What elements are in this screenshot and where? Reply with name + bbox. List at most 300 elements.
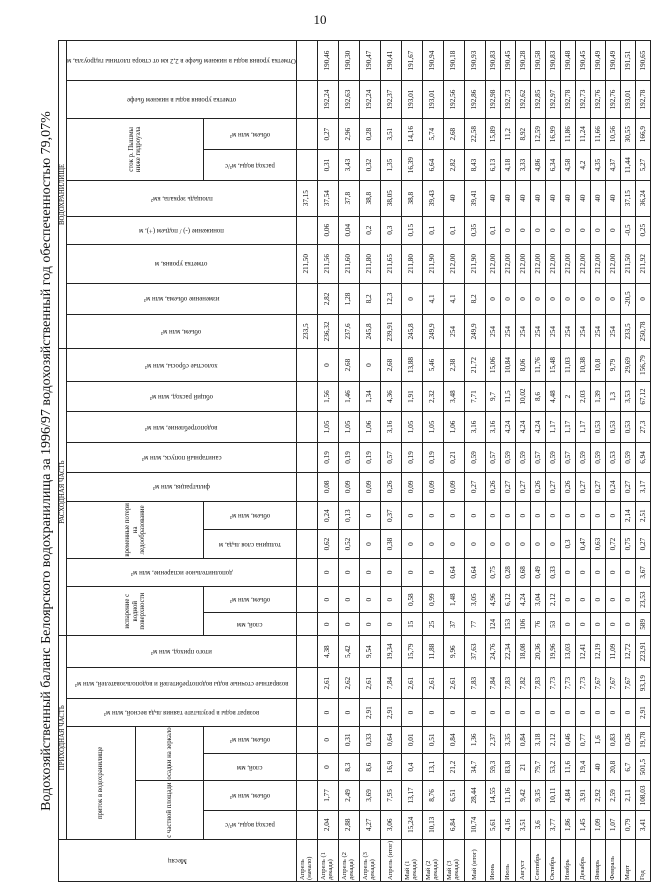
cell-wc: 0,53: [591, 411, 606, 442]
header-tail-level-22: Отметка уровня воды в нижнем бьефе в 2,2 км от створа плотины гидроузла, м: [67, 41, 297, 81]
cell-ex: 3,67: [636, 558, 651, 586]
cell-fi: 0,26: [561, 472, 576, 501]
cell-es: 53: [546, 613, 561, 636]
cell-sa: 0,57: [531, 443, 546, 472]
cell-qv: 8,76: [423, 781, 444, 810]
cell-id: 0: [318, 348, 339, 382]
cell-ex: 0,49: [531, 558, 546, 586]
cell-rt: 2,91: [636, 699, 651, 726]
cell-lc: 0,35: [465, 216, 486, 244]
cell-t2: 190,83: [486, 41, 501, 81]
cell-ar: 39,43: [423, 180, 444, 216]
cell-ev: 3,04: [531, 587, 546, 613]
cell-ex: 0,64: [465, 558, 486, 586]
cell-ic: 0,38: [381, 530, 402, 558]
month-cell: Март: [621, 840, 636, 882]
cell-tw: 192,73: [576, 81, 591, 119]
cell-ov: 2,12: [546, 726, 561, 753]
cell-vo: 254: [561, 315, 576, 349]
cell-rt: 2,91: [381, 699, 402, 726]
cell-rv: 3,51: [381, 118, 402, 149]
cell-id: 10,8: [591, 348, 606, 382]
cell-rs: 2,61: [444, 667, 465, 698]
cell-tc: [297, 382, 318, 411]
header-runoff-discharge: расход воды, м³/с: [204, 150, 297, 180]
cell-sa: 0,19: [318, 443, 339, 472]
header-income-total: итого приход, млн м³: [67, 636, 297, 668]
cell-es: 0: [561, 613, 576, 636]
cell-rv: 30,55: [621, 118, 636, 149]
table-row: [591, 41, 606, 882]
header-water-consumption: водопотребление, млн м³: [67, 411, 297, 442]
cell-rs: 7,84: [486, 667, 501, 698]
cell-ar: 40: [546, 180, 561, 216]
cell-wc: 1,05: [423, 411, 444, 442]
cell-lc: 0,1: [486, 216, 501, 244]
cell-ev: 2,12: [546, 587, 561, 613]
cell-tc: 1,3: [606, 382, 621, 411]
cell-ic: 0,47: [576, 530, 591, 558]
cell-tl: 0: [561, 502, 576, 530]
cell-wc: 3,16: [465, 411, 486, 442]
cell-id: 15,48: [546, 348, 561, 382]
cell-vo: 236,32: [318, 315, 339, 349]
cell-ic: [297, 530, 318, 558]
cell-tw: 192,24: [360, 81, 381, 119]
cell-ov: 0,83: [606, 726, 621, 753]
cell-it: 11,09: [606, 636, 621, 668]
cell-es: 0: [591, 613, 606, 636]
cell-ic: 0: [423, 530, 444, 558]
cell-id: 10,38: [576, 348, 591, 382]
cell-tl: 0: [516, 502, 531, 530]
cell-ex: 0,28: [501, 558, 516, 586]
cell-ar: 40: [486, 180, 501, 216]
cell-tl: 0: [546, 502, 561, 530]
cell-rv: 2,96: [339, 118, 360, 149]
cell-lc: 0,1: [444, 216, 465, 244]
cell-tl: 0: [465, 502, 486, 530]
cell-t2: 190,28: [516, 41, 531, 81]
cell-ex: 0: [591, 558, 606, 586]
cell-vc: 0: [576, 283, 591, 314]
cell-vo: 233,5: [621, 315, 636, 349]
cell-tc: 9,7: [486, 382, 501, 411]
cell-ar: 36,24: [636, 180, 651, 216]
cell-tw: 192,85: [531, 81, 546, 119]
cell-ov: 3,18: [531, 726, 546, 753]
cell-qv: 6,51: [444, 781, 465, 810]
table-row: [444, 41, 465, 882]
cell-rt: 0: [486, 699, 501, 726]
cell-tl: 0: [606, 502, 621, 530]
header-expense-part: РАСХОДНАЯ ЧАСТЬ: [59, 348, 67, 636]
cell-sl: 20,8: [606, 753, 621, 780]
cell-tw: 192,56: [444, 81, 465, 119]
cell-ic: 0: [516, 530, 531, 558]
cell-ev: 0,58: [402, 587, 423, 613]
cell-lv: 212,00: [561, 244, 576, 283]
cell-t2: 190,47: [360, 41, 381, 81]
cell-tw: [297, 81, 318, 119]
cell-sl: 53,2: [546, 753, 561, 780]
cell-it: 37,63: [465, 636, 486, 668]
cell-vc: 1,28: [339, 283, 360, 314]
cell-wc: 1,17: [576, 411, 591, 442]
cell-vo: 254: [531, 315, 546, 349]
header-sanitary: санитарный попуск, млн м³: [67, 443, 297, 472]
cell-fi: 0,27: [591, 472, 606, 501]
cell-q: 3,77: [546, 810, 561, 839]
header-income-part: ПРИХОДНАЯ ЧАСТЬ: [59, 636, 67, 840]
cell-sl: 8,6: [360, 753, 381, 780]
cell-q: 1,07: [606, 810, 621, 839]
cell-rq: 16,39: [402, 150, 423, 180]
header-surface-volume: объем, млн м³: [204, 726, 297, 753]
cell-rq: [297, 150, 318, 180]
cell-ic: 0: [501, 530, 516, 558]
cell-rs: 2,61: [423, 667, 444, 698]
cell-tc: 1,34: [360, 382, 381, 411]
cell-lv: 212,00: [546, 244, 561, 283]
cell-fi: 0,27: [501, 472, 516, 501]
cell-q: 1,09: [591, 810, 606, 839]
cell-ov: 0,33: [360, 726, 381, 753]
header-runoff: сток р. Пышмы ниже гидроузла: [67, 118, 204, 180]
cell-id: 15,06: [486, 348, 501, 382]
cell-ar: 37,8: [339, 180, 360, 216]
rotated-page-area: [36, 40, 647, 882]
header-surface-layer: слой, мм: [204, 753, 297, 780]
cell-fi: 0,26: [531, 472, 546, 501]
cell-sl: 21: [516, 753, 531, 780]
cell-rt: 0: [339, 699, 360, 726]
cell-ex: 0: [360, 558, 381, 586]
table-row: [486, 41, 501, 882]
cell-wc: [297, 411, 318, 442]
cell-sl: 0: [318, 753, 339, 780]
cell-es: 0: [360, 613, 381, 636]
cell-sa: 0,53: [606, 443, 621, 472]
cell-tw: 193,01: [423, 81, 444, 119]
cell-lv: 211,92: [636, 244, 651, 283]
table-rotator: [36, 40, 647, 882]
cell-ic: 0,63: [591, 530, 606, 558]
cell-qv: 9,35: [531, 781, 546, 810]
cell-id: 0: [360, 348, 381, 382]
header-reservoir-part: ВОДОХРАНИЛИЩЕ: [59, 41, 67, 349]
cell-ic: 0,75: [621, 530, 636, 558]
cell-wc: 4,24: [516, 411, 531, 442]
cell-id: 2,38: [444, 348, 465, 382]
cell-qv: 9,42: [516, 781, 531, 810]
cell-rt: [297, 699, 318, 726]
cell-tc: 2,32: [423, 382, 444, 411]
cell-wc: 1,17: [546, 411, 561, 442]
table-row: [360, 41, 381, 882]
document-title: Водохозяйственный баланс Белоярского водохранилища за 1996/97 водохозяйственный год обеспеченностью 79,07%: [39, 111, 54, 811]
cell-ar: 40: [444, 180, 465, 216]
header-return-drainage: возвратные сточные воды водопотребителей и водопользователей, млн м³: [67, 667, 297, 698]
cell-ov: 0,64: [381, 726, 402, 753]
cell-tc: 3,53: [621, 382, 636, 411]
cell-it: 11,88: [423, 636, 444, 668]
cell-vo: 254: [576, 315, 591, 349]
cell-sa: 0,19: [360, 443, 381, 472]
cell-tw: 192,78: [636, 81, 651, 119]
cell-sa: 0,57: [561, 443, 576, 472]
cell-ex: 0: [318, 558, 339, 586]
cell-q: 10,13: [423, 810, 444, 839]
cell-lv: 212,00: [516, 244, 531, 283]
cell-qv: 7,95: [381, 781, 402, 810]
cell-tl: 0: [531, 502, 546, 530]
cell-rs: 7,67: [621, 667, 636, 698]
table-row: [546, 41, 561, 882]
cell-fi: 0,08: [318, 472, 339, 501]
cell-sa: 0,21: [444, 443, 465, 472]
cell-ex: 0: [381, 558, 402, 586]
cell-it: 223,91: [636, 636, 651, 668]
cell-sl: 13,1: [423, 753, 444, 780]
cell-fi: 0,09: [339, 472, 360, 501]
cell-qv: 3,69: [360, 781, 381, 810]
cell-qv: 13,17: [402, 781, 423, 810]
cell-tw: 192,62: [516, 81, 531, 119]
header-mirror-area: площадь зеркала, км²: [67, 180, 297, 216]
table-row: [516, 41, 531, 882]
cell-sa: 0,19: [423, 443, 444, 472]
cell-rt: 0: [516, 699, 531, 726]
cell-lc: 0: [516, 216, 531, 244]
cell-rs: 7,67: [606, 667, 621, 698]
cell-lc: 0: [576, 216, 591, 244]
cell-sa: 6,94: [636, 443, 651, 472]
cell-q: 2,88: [339, 810, 360, 839]
cell-vo: 245,8: [402, 315, 423, 349]
cell-rv: 10,56: [606, 118, 621, 149]
cell-tw: 192,86: [465, 81, 486, 119]
cell-wc: 1,05: [402, 411, 423, 442]
cell-vc: 0: [546, 283, 561, 314]
cell-tl: 0: [591, 502, 606, 530]
header-level-change: понижение (-) / подъем (+), м: [67, 216, 297, 244]
page-number: 10: [313, 12, 327, 27]
cell-rv: 5,74: [423, 118, 444, 149]
cell-rs: 7,73: [576, 667, 591, 698]
cell-rq: 6,64: [423, 150, 444, 180]
header-tail-level: отметка уровня воды в нижнем бьефе: [67, 81, 297, 119]
cell-tw: 193,01: [621, 81, 636, 119]
cell-rs: [297, 667, 318, 698]
cell-ic: 0: [402, 530, 423, 558]
header-return-ice: возврат воды в результате таяния льда весной, млн м³: [67, 699, 297, 726]
header-month: Месяц: [59, 840, 297, 882]
cell-fi: 0,26: [486, 472, 501, 501]
cell-tc: 2: [561, 382, 576, 411]
header-evaporation: испарение с водной поверхности: [67, 587, 204, 636]
month-cell: Год: [636, 840, 651, 882]
header-ice-volume: объем, млн м³: [204, 502, 297, 530]
cell-id: 13,88: [402, 348, 423, 382]
month-cell: Апрель (1 декада): [318, 840, 339, 882]
header-catchment-volume: объем, млн м³: [204, 781, 297, 810]
cell-tl: 0,37: [381, 502, 402, 530]
month-cell: Май (2 декада): [423, 840, 444, 882]
cell-rq: 3,43: [339, 150, 360, 180]
cell-qv: 14,55: [486, 781, 501, 810]
cell-ev: 6,12: [501, 587, 516, 613]
cell-tl: 0: [402, 502, 423, 530]
cell-t2: 190,45: [576, 41, 591, 81]
cell-rv: 15,89: [486, 118, 501, 149]
cell-rq: 2,82: [444, 150, 465, 180]
cell-ov: 0,01: [402, 726, 423, 753]
cell-tc: 10,02: [516, 382, 531, 411]
cell-wc: 1,17: [561, 411, 576, 442]
cell-qv: [297, 781, 318, 810]
cell-ev: 0: [381, 587, 402, 613]
cell-t2: 190,41: [381, 41, 402, 81]
cell-tl: 0: [423, 502, 444, 530]
cell-vc: 0: [501, 283, 516, 314]
cell-qv: 2,11: [621, 781, 636, 810]
table-row: [561, 41, 576, 882]
cell-lv: 212,00: [576, 244, 591, 283]
header-evap-layer: слой, мм: [204, 613, 297, 636]
cell-tw: 192,97: [546, 81, 561, 119]
cell-wc: 0,53: [621, 411, 636, 442]
cell-id: 5,46: [423, 348, 444, 382]
cell-es: 76: [531, 613, 546, 636]
cell-ev: 4,24: [516, 587, 531, 613]
cell-vo: 250,78: [636, 315, 651, 349]
cell-ar: 40: [606, 180, 621, 216]
cell-rs: 2,62: [339, 667, 360, 698]
cell-t2: 190,46: [318, 41, 339, 81]
cell-ic: 0: [486, 530, 501, 558]
header-temp-losses: временные потери на ледообразование: [67, 502, 204, 559]
cell-ev: 1,48: [444, 587, 465, 613]
cell-vo: 239,91: [381, 315, 402, 349]
cell-qv: 28,44: [465, 781, 486, 810]
cell-wc: 4,24: [501, 411, 516, 442]
cell-it: 15,79: [402, 636, 423, 668]
cell-sa: [297, 443, 318, 472]
cell-lv: 211,65: [381, 244, 402, 283]
cell-lc: 0: [531, 216, 546, 244]
month-cell: Август: [516, 840, 531, 882]
cell-ar: 40: [576, 180, 591, 216]
cell-sa: 0,59: [621, 443, 636, 472]
table-row: [318, 41, 339, 882]
month-cell: Ноябрь: [561, 840, 576, 882]
cell-rv: 0,27: [318, 118, 339, 149]
cell-fi: 0,24: [606, 472, 621, 501]
cell-lv: 212,00: [591, 244, 606, 283]
cell-tc: 1,91: [402, 382, 423, 411]
cell-vc: 0: [486, 283, 501, 314]
cell-wc: 3,16: [486, 411, 501, 442]
cell-sa: 0,57: [381, 443, 402, 472]
cell-sl: 0,4: [402, 753, 423, 780]
cell-ic: 0: [465, 530, 486, 558]
cell-lv: 211,90: [465, 244, 486, 283]
cell-q: [297, 810, 318, 839]
cell-rs: 7,73: [561, 667, 576, 698]
cell-ex: 0: [339, 558, 360, 586]
cell-ar: 38,05: [381, 180, 402, 216]
month-cell: Апрель (начало): [297, 840, 318, 882]
cell-ov: 0,51: [423, 726, 444, 753]
cell-vc: 4,1: [444, 283, 465, 314]
month-cell: Январь: [591, 840, 606, 882]
cell-tc: 4,48: [546, 382, 561, 411]
cell-it: 9,96: [444, 636, 465, 668]
cell-lc: [297, 216, 318, 244]
cell-lv: 212,00: [501, 244, 516, 283]
cell-rv: 11,66: [591, 118, 606, 149]
cell-q: 1,86: [561, 810, 576, 839]
cell-rt: 0: [606, 699, 621, 726]
cell-sl: [297, 753, 318, 780]
cell-t2: 190,45: [501, 41, 516, 81]
cell-ar: 40: [531, 180, 546, 216]
cell-sl: 79,7: [531, 753, 546, 780]
cell-es: 589: [636, 613, 651, 636]
cell-ex: 0: [606, 558, 621, 586]
cell-vc: 0: [516, 283, 531, 314]
table-row: [621, 41, 636, 882]
cell-sl: 34,7: [465, 753, 486, 780]
table-row: [297, 41, 318, 882]
cell-rq: 5,27: [636, 150, 651, 180]
cell-it: [297, 636, 318, 668]
cell-rq: 8,43: [465, 150, 486, 180]
cell-fi: 0,27: [546, 472, 561, 501]
cell-vc: 0: [402, 283, 423, 314]
cell-rq: 6,13: [486, 150, 501, 180]
header-idle-discharge: холостые сбросы, млн м³: [67, 348, 297, 382]
cell-ov: 0,77: [576, 726, 591, 753]
cell-q: 2,04: [318, 810, 339, 839]
cell-rv: 11,2: [501, 118, 516, 149]
cell-rq: 11,44: [621, 150, 636, 180]
cell-ev: 0: [621, 587, 636, 613]
cell-ex: [297, 558, 318, 586]
header-total-consumption: общий расход, млн м³: [67, 382, 297, 411]
month-cell: Апрель (итог): [381, 840, 402, 882]
cell-sl: 11,6: [561, 753, 576, 780]
cell-ev: 0: [318, 587, 339, 613]
cell-rq: 1,35: [381, 150, 402, 180]
month-cell: Май (3 декада): [444, 840, 465, 882]
header-catchment-discharge: расход воды, м³/с: [204, 810, 297, 839]
cell-tc: 1,56: [318, 382, 339, 411]
header-runoff-volume: объем, млн м³: [204, 118, 297, 149]
cell-rt: 0: [423, 699, 444, 726]
cell-q: 6,84: [444, 810, 465, 839]
cell-tw: 192,78: [561, 81, 576, 119]
cell-id: 29,69: [621, 348, 636, 382]
month-cell: Декабрь: [576, 840, 591, 882]
cell-ov: [297, 726, 318, 753]
cell-ic: 0,52: [339, 530, 360, 558]
cell-fi: 0,26: [381, 472, 402, 501]
cell-it: 9,54: [360, 636, 381, 668]
cell-tc: 4,36: [381, 382, 402, 411]
cell-vc: 12,3: [381, 283, 402, 314]
